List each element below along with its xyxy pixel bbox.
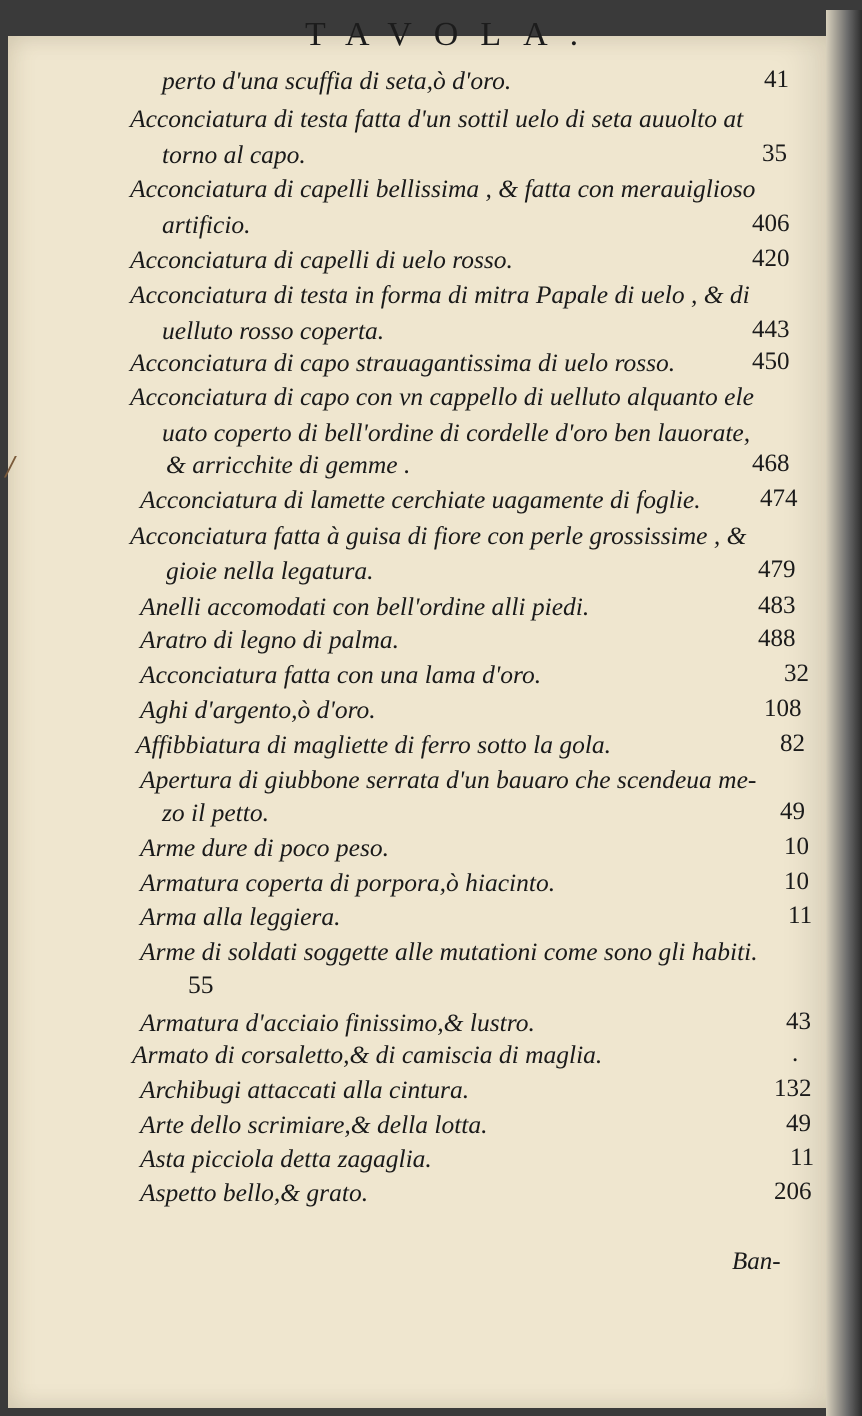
entry-line: Acconciatura fatta con una lama d'oro. [140, 660, 542, 689]
page-number: 450 [752, 348, 790, 375]
page-number: 420 [752, 245, 790, 272]
entry-line: Apertura di giubbone serrata d'un bauaro che scendeua me- [140, 765, 757, 794]
page-number: . [792, 1040, 799, 1067]
entry-line: Armato di corsaletto,& di camiscia di maglia. [132, 1040, 603, 1069]
book-spine-edge [826, 10, 862, 1416]
entry-line: Acconciatura fatta à guisa di fiore con perle grossissime , & [130, 521, 747, 550]
entry-line: Aghi d'argento,ò d'oro. [140, 695, 376, 724]
entry-line: Arte dello scrimiare,& della lotta. [140, 1110, 488, 1139]
page-number: 41 [764, 66, 789, 93]
entry-line: Armatura d'acciaio finissimo,& lustro. [140, 1008, 535, 1037]
page-title: TAVOLA. [305, 20, 601, 53]
entry-line: Acconciatura di capo con vn cappello di uelluto alquanto ele [130, 382, 754, 411]
page-number: 10 [784, 868, 809, 895]
page-number: 443 [752, 316, 790, 343]
entry-line: Acconciatura di capelli bellissima , & fatta con merauiglioso [130, 174, 756, 203]
page-number: 488 [758, 625, 796, 652]
entry-line: uelluto rosso coperta. [162, 316, 385, 345]
entry-line: & arricchite di gemme . [166, 450, 411, 479]
entry-line: Acconciatura di capelli di uelo rosso. [130, 245, 513, 274]
entry-line: artificio. [162, 210, 251, 239]
entry-line: perto d'una scuffia di seta,ò d'oro. [162, 66, 512, 95]
entry-line: Archibugi attaccati alla cintura. [140, 1075, 470, 1104]
page-number: 43 [786, 1008, 811, 1035]
entry-line: Armatura coperta di porpora,ò hiacinto. [140, 868, 556, 897]
page-number: 11 [788, 902, 813, 929]
page-number: 49 [780, 798, 805, 825]
page-number: 483 [758, 592, 796, 619]
page-number: 11 [790, 1144, 815, 1171]
entry-line: Aspetto bello,& grato. [140, 1178, 369, 1207]
page-number: 206 [774, 1178, 812, 1205]
book-page [8, 36, 826, 1408]
entry-line: Asta picciola detta zagaglia. [140, 1144, 432, 1173]
entry-line: gioie nella legatura. [166, 556, 374, 585]
entry-line: uato coperto di bell'ordine di cordelle d'oro ben lauorate, [162, 418, 751, 447]
page-number: 479 [758, 556, 796, 583]
entry-line: Arma alla leggiera. [140, 902, 341, 931]
entry-line: Anelli accomodati con bell'ordine alli piedi. [140, 592, 590, 621]
entry-line: Acconciatura di testa fatta d'un sottil uelo di seta auuolto at [130, 104, 744, 133]
entry-line: zo il petto. [162, 798, 269, 827]
entry-line: Arme di soldati soggette alle mutationi come sono gli habiti. [140, 937, 758, 966]
entry-line: Acconciatura di capo strauagantissima di uelo rosso. [130, 348, 676, 377]
page-number: 468 [752, 450, 790, 477]
page-number: 32 [784, 660, 809, 687]
page-number: 10 [784, 833, 809, 860]
entry-line: Acconciatura di lamette cerchiate uagamente di foglie. [140, 485, 701, 514]
catchword: Ban- [732, 1248, 781, 1275]
page-number: 35 [762, 140, 787, 167]
entry-line: torno al capo. [162, 140, 306, 169]
page-number: 406 [752, 210, 790, 237]
entry-line: Acconciatura di testa in forma di mitra Papale di uelo , & di [130, 280, 750, 309]
page-number: 82 [780, 730, 805, 757]
entry-line: Aratro di legno di palma. [140, 625, 400, 654]
margin-mark: / [6, 452, 15, 482]
page-number: 474 [760, 485, 798, 512]
page-number: 49 [786, 1110, 811, 1137]
entry-line: 55 [188, 970, 214, 999]
entry-line: Arme dure di poco peso. [140, 833, 390, 862]
entry-line: Affibbiatura di magliette di ferro sotto la gola. [136, 730, 612, 759]
page-number: 132 [774, 1075, 812, 1102]
page-number: 108 [764, 695, 802, 722]
